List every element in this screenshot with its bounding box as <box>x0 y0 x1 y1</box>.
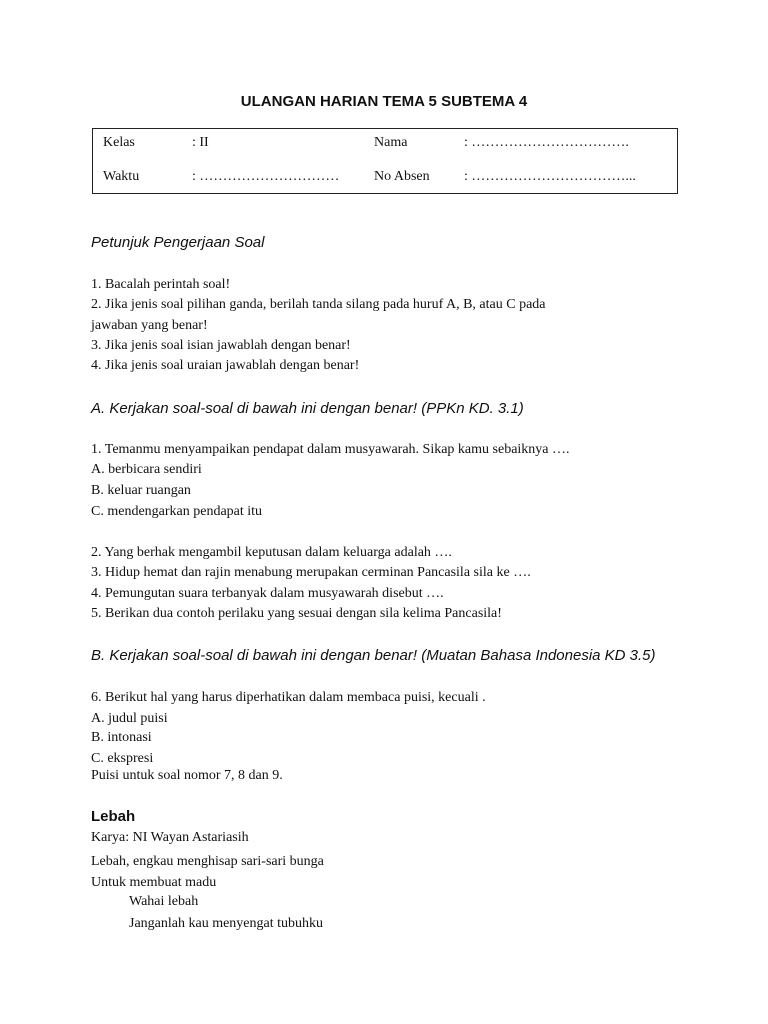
waktu-value: : ………………………… <box>192 169 340 184</box>
question-1-option-c: C. mendengarkan pendapat itu <box>91 504 263 519</box>
page-title: ULANGAN HARIAN TEMA 5 SUBTEMA 4 <box>240 93 528 110</box>
instruction-item: 1. Bacalah perintah soal! <box>91 277 231 292</box>
section-a-heading: A. Kerjakan soal-soal di bawah ini dengan benar! (PPKn KD. 3.1) <box>91 400 524 417</box>
question-6-option-b: B. intonasi <box>91 730 152 745</box>
nama-value: : ……………………………. <box>464 135 629 150</box>
instruction-item: 2. Jika jenis soal pilihan ganda, berilah tanda silang pada huruf A, B, atau C pada <box>91 297 546 312</box>
instruction-item: 4. Jika jenis soal uraian jawablah dengan benar! <box>91 358 360 373</box>
question-1-option-b: B. keluar ruangan <box>91 483 191 498</box>
question-1: 1. Temanmu menyampaikan pendapat dalam musyawarah. Sikap kamu sebaiknya …. <box>91 442 570 457</box>
nama-label: Nama <box>374 135 408 150</box>
poem-line: Janganlah kau menyengat tubuhku <box>129 916 324 931</box>
poem-line: Lebah, engkau menghisap sari-sari bunga <box>91 854 324 869</box>
waktu-label: Waktu <box>103 169 140 184</box>
section-b-heading: B. Kerjakan soal-soal di bawah ini dengan benar! (Muatan Bahasa Indonesia KD 3.5) <box>91 647 656 664</box>
question-4: 4. Pemungutan suara terbanyak dalam musyawarah disebut …. <box>91 586 444 601</box>
instructions-heading: Petunjuk Pengerjaan Soal <box>91 234 265 251</box>
poem-line: Wahai lebah <box>129 894 199 909</box>
kelas-value: : II <box>192 135 209 150</box>
kelas-label: Kelas <box>103 135 135 150</box>
question-6: 6. Berikut hal yang harus diperhatikan dalam membaca puisi, kecuali . <box>91 690 486 705</box>
poem-author: Karya: NI Wayan Astariasih <box>91 830 249 845</box>
question-6-option-c: C. ekspresi <box>91 751 154 766</box>
question-6-option-a: A. judul puisi <box>91 711 168 726</box>
instruction-item: jawaban yang benar! <box>91 318 208 333</box>
absen-label: No Absen <box>374 169 430 184</box>
question-3: 3. Hidup hemat dan rajin menabung merupakan cerminan Pancasila sila ke …. <box>91 565 531 580</box>
poem-title: Lebah <box>91 808 136 825</box>
instruction-item: 3. Jika jenis soal isian jawablah dengan benar! <box>91 338 351 353</box>
absen-value: : ……………………………... <box>464 169 636 184</box>
question-5: 5. Berikan dua contoh perilaku yang sesuai dengan sila kelima Pancasila! <box>91 606 502 621</box>
poem-note: Puisi untuk soal nomor 7, 8 dan 9. <box>91 768 283 783</box>
question-1-option-a: A. berbicara sendiri <box>91 462 202 477</box>
poem-line: Untuk membuat madu <box>91 875 217 890</box>
question-2: 2. Yang berhak mengambil keputusan dalam keluarga adalah …. <box>91 545 452 560</box>
